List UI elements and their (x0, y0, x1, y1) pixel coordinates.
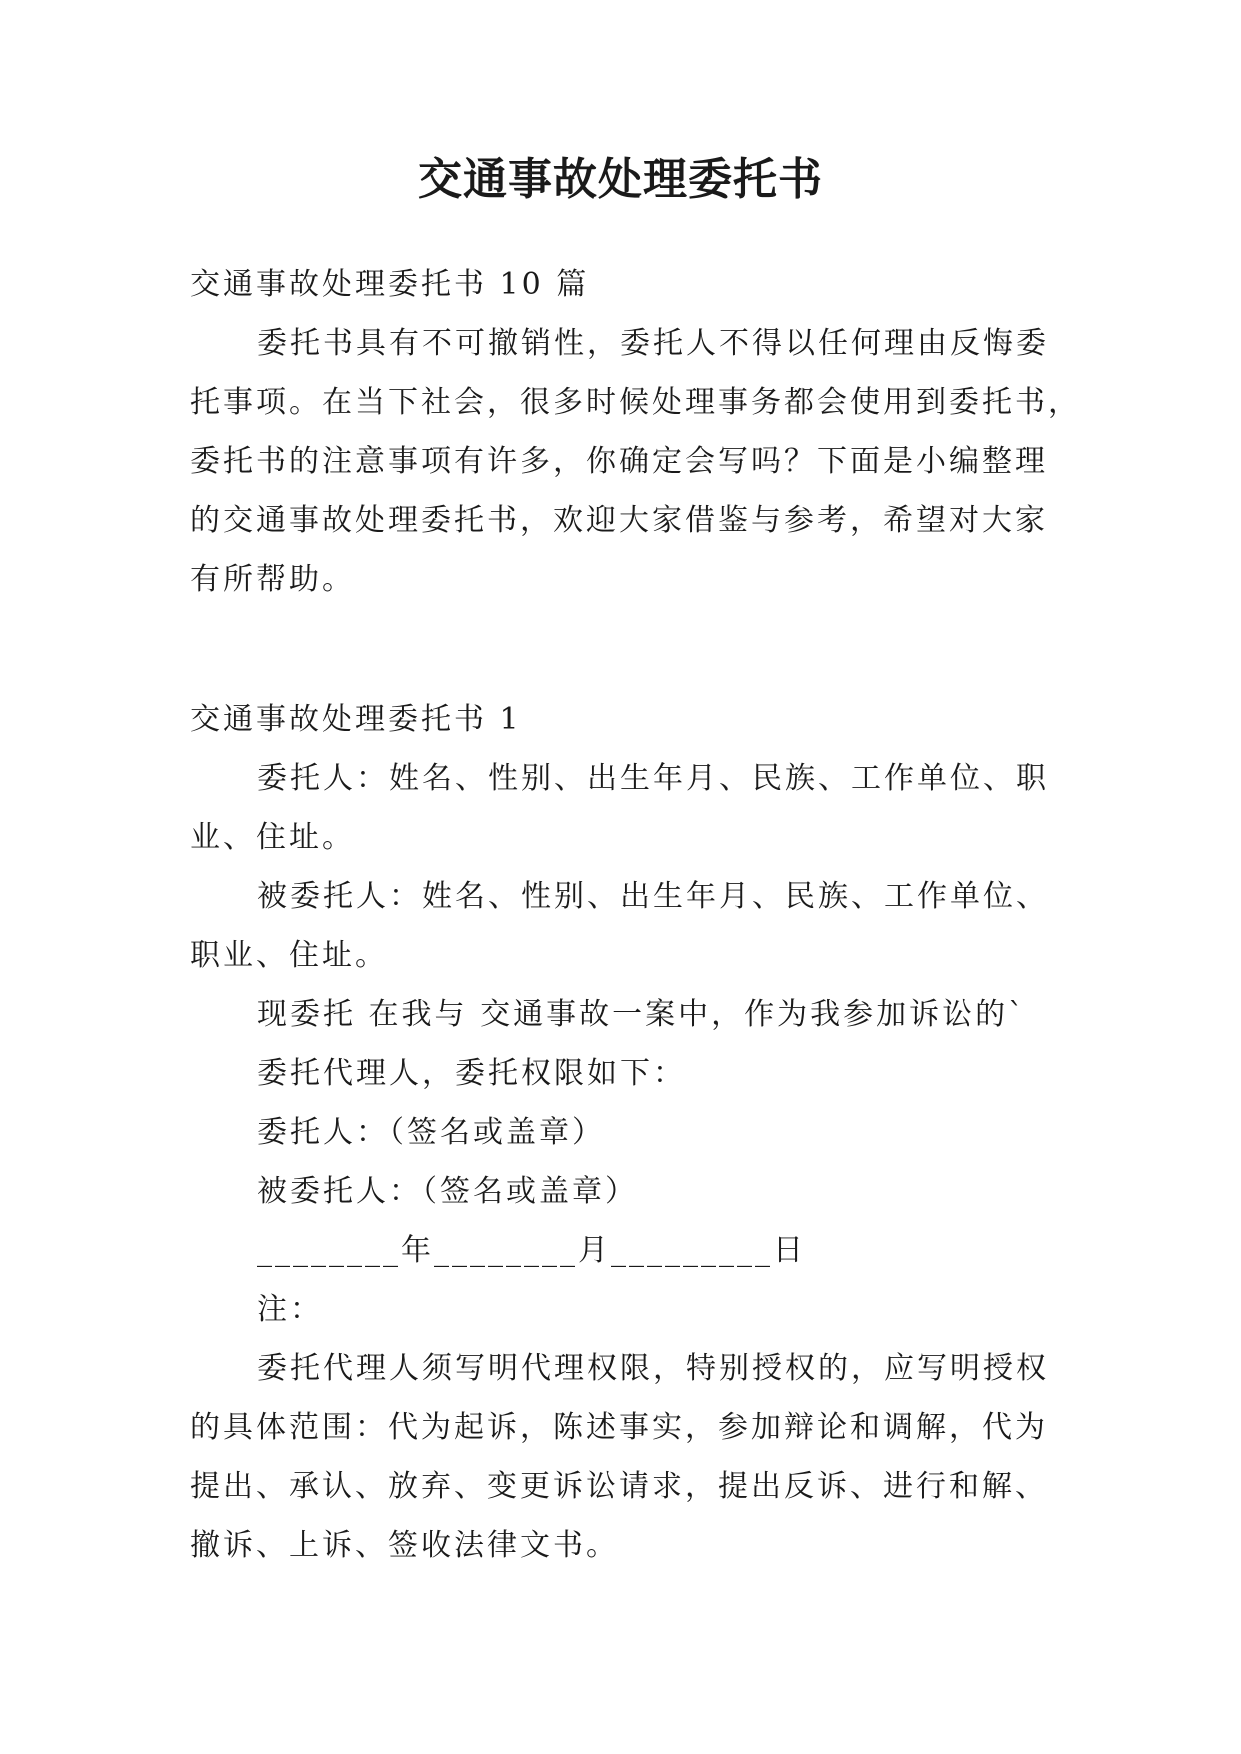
intro-line: 的交通事故处理委托书，欢迎大家借鉴与参考，希望对大家 (190, 503, 1048, 538)
note-line: 委托代理人须写明代理权限，特别授权的，应写明授权 (257, 1351, 1049, 1386)
intro-heading: 交通事故处理委托书 10 篇 (190, 267, 590, 302)
signature-line-agent: 被委托人：（签名或盖章） (257, 1174, 638, 1209)
note-label: 注： (257, 1292, 323, 1327)
section-line: 委托人：姓名、性别、出生年月、民族、工作单位、职 (257, 761, 1049, 796)
section-block (190, 690, 1060, 1575)
note-line: 提出、承认、放弃、变更诉讼请求，提出反诉、进行和解、 (190, 1469, 1048, 1504)
intro-line: 托事项。在当下社会，很多时候处理事务都会使用到委托书， (190, 385, 1081, 420)
section-line: 业、住址。 (190, 820, 355, 855)
intro-line: 有所帮助。 (190, 562, 355, 597)
section-heading: 交通事故处理委托书 1 (190, 702, 522, 737)
section-line: 职业、住址。 (190, 938, 388, 973)
document-title: 交通事故处理委托书 (418, 154, 823, 205)
note-line: 撤诉、上诉、签收法律文书。 (190, 1528, 619, 1563)
section-line: 被委托人：姓名、性别、出生年月、民族、工作单位、 (257, 879, 1049, 914)
intro-line: 委托书的注意事项有许多，你确定会写吗？下面是小编整理 (190, 444, 1048, 479)
section-line: 委托代理人，委托权限如下： (257, 1056, 686, 1091)
section-line: 现委托 在我与 交通事故一案中，作为我参加诉讼的` (257, 997, 1027, 1032)
note-line: 的具体范围：代为起诉，陈述事实，参加辩论和调解，代为 (190, 1410, 1048, 1445)
date-line: ________年________月_________日 (257, 1233, 806, 1268)
intro-line: 委托书具有不可撤销性，委托人不得以任何理由反悔委 (257, 326, 1049, 361)
signature-line-principal: 委托人：（签名或盖章） (257, 1115, 605, 1150)
intro-block (190, 255, 1081, 609)
